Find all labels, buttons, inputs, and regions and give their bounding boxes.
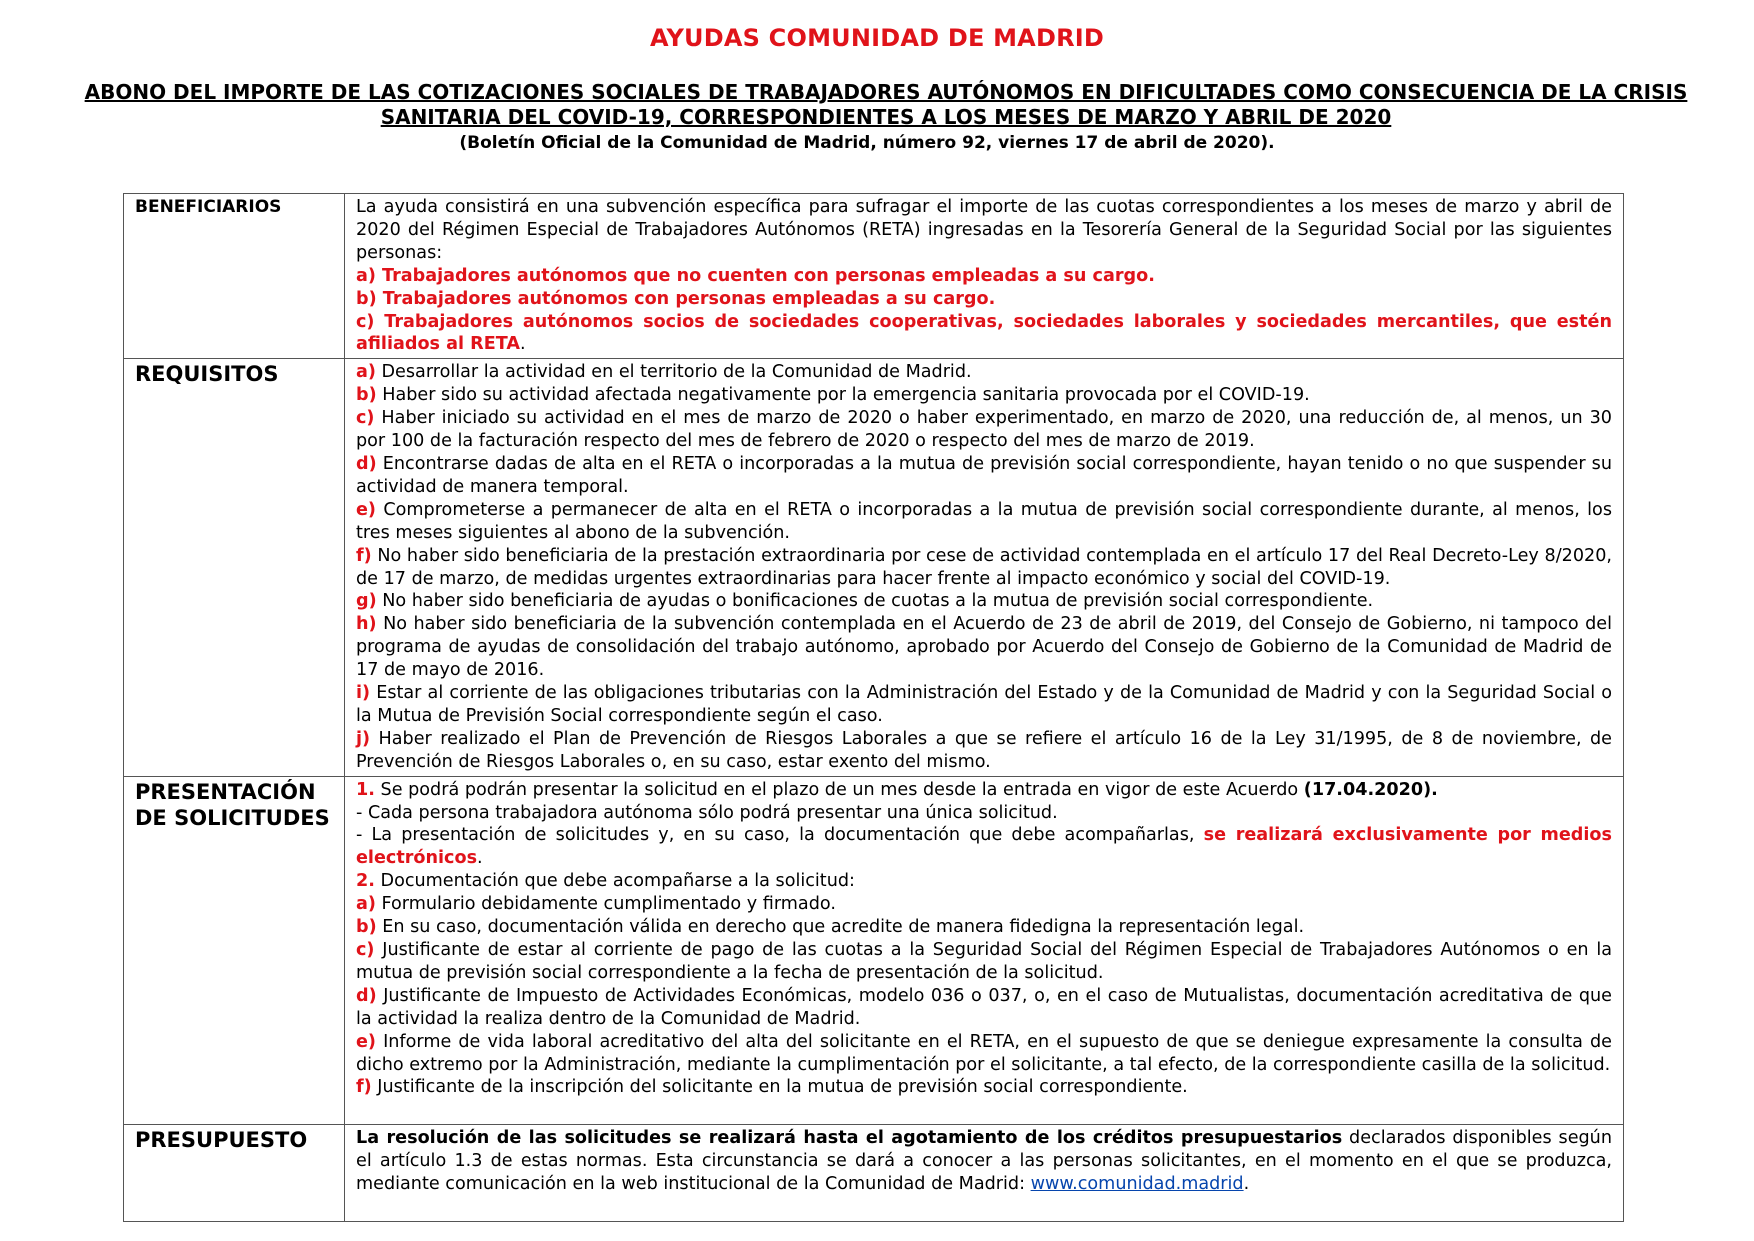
spacer — [356, 1099, 1612, 1122]
requisito-text: No haber sido beneficiaria de la prestación extraordinaria por cese de actividad contemplada en el artículo 17 del Real Decreto-Ley 8/2020, de 17 de marzo, de medidas urgentes extraordinarias para hacer frente al impacto económico y social del COVID-19. — [356, 545, 1612, 589]
label-requisitos: REQUISITOS — [124, 359, 345, 776]
label-beneficiarios: BENEFICIARIOS — [124, 194, 345, 359]
documentacion-letter: b) — [356, 917, 377, 938]
requisito-item — [356, 728, 1612, 774]
requisito-text: Encontrarse dadas de alta en el RETA o incorporadas a la mutua de previsión social correspondiente, hayan tenido o no que suspender su actividad de manera temporal. — [356, 453, 1612, 497]
requisito-text: Haber iniciado su actividad en el mes de marzo de 2020 o haber experimentado, en marzo de 2020, una reducción de, al menos, un 30 por 100 de la facturación respecto del mes de febrero de 2020 o respecto del mes de marzo de 2019. — [356, 408, 1612, 452]
documentacion-item — [356, 939, 1612, 985]
beneficiarios-intro: La ayuda consistirá en una subvención específica para sufragar el importe de las cuotas correspondientes a los meses de marzo y abril de 2020 del Régimen Especial de Trabajadores Autónomos (RETA) ingresadas en la Tesorería General de la Seguridad Social por las siguientes personas: — [356, 197, 1612, 263]
requisito-text: Desarrollar la actividad en el territorio de la Comunidad de Madrid. — [375, 362, 972, 383]
documentacion-item — [356, 916, 1612, 939]
documentacion-item — [356, 985, 1612, 1031]
documentacion-letter: f) — [356, 1077, 372, 1098]
requisito-item — [356, 613, 1612, 682]
requisito-text: No haber sido beneficiaria de la subvención contemplada en el Acuerdo de 23 de abril de 2019, del Consejo de Gobierno, ni tampoco del programa de ayudas de consolidación del trabajo autónomo, aprobado por Acuerdo del Consejo de Gobierno de la Comunidad de Madrid de 17 de mayo de 2016. — [356, 614, 1612, 681]
documentacion-item — [356, 1076, 1612, 1099]
presentacion-point-2 — [356, 870, 1612, 893]
boletin-reference: (Boletín Oficial de la Comunidad de Madrid, número 92, viernes 17 de abril de 2020). — [459, 133, 1275, 153]
presupuesto-paragraph — [356, 1127, 1612, 1196]
requisito-letter: c) — [356, 408, 375, 429]
requisito-letter: d) — [356, 453, 377, 474]
row-requisitos — [124, 359, 1624, 776]
documentacion-text: Informe de vida laboral acreditativo del alta del solicitante en el RETA, en el supuesto de que se deniegue expresamente la consulta de dicho extremo por la Administración, mediante la cumplimentación por el solicitante, a tal efecto, de la correspondiente casilla de la solicitud. — [356, 1031, 1612, 1075]
beneficiarios-item-c-end: . — [519, 334, 526, 355]
requisito-letter: g) — [356, 591, 377, 612]
requisito-letter: i) — [356, 683, 371, 704]
requisito-item — [356, 590, 1612, 613]
content-beneficiarios — [345, 194, 1624, 359]
beneficiarios-item-b: b) Trabajadores autónomos con personas empleadas a su cargo. — [356, 288, 996, 309]
documentacion-letter: c) — [356, 940, 375, 960]
point-text: Se podrá podrán presentar la solicitud en el plazo de un mes desde la entrada en vigor de este Acuerdo — [374, 779, 1304, 800]
subtitle-line-1: ABONO DEL IMPORTE DE LAS COTIZACIONES SOCIALES DE TRABAJADORES AUTÓNOMOS EN DIFICULTADES COMO CONSECUENCIA DE LA CRISIS — [84, 80, 1688, 104]
requisito-text: Haber realizado el Plan de Prevención de Riesgos Laborales a que se refiere el artículo 16 de la Ley 31/1995, de 8 de noviembre, de Prevención de Riesgos Laborales o, en su caso, estar exento del mismo. — [356, 728, 1612, 772]
documentacion-text: Formulario debidamente cumplimentado y firmado. — [375, 894, 836, 915]
beneficiarios-item-c — [356, 311, 1612, 357]
row-beneficiarios — [124, 194, 1624, 359]
content-presentacion — [345, 776, 1624, 1125]
point-text: Documentación que debe acompañarse a la solicitud: — [374, 871, 855, 892]
page-subtitle — [20, 80, 1752, 130]
presentacion-point-1 — [356, 779, 1612, 802]
presupuesto-text: declarados disponibles según el artículo 1.3 de estas normas. Esta circunstancia se dará a conocer a las personas solicitantes, en el momento en el que se produzca, mediante comunicación en la web institucional de la Comunidad de Madrid: — [356, 1128, 1612, 1195]
point-number: 2. — [356, 871, 375, 892]
dash-2-end: . — [477, 848, 483, 869]
requisito-letter: j) — [356, 728, 371, 749]
documentacion-letter: d) — [356, 985, 377, 1006]
documentacion-letter: a) — [356, 894, 376, 915]
documentacion-text: Justificante de Impuesto de Actividades Económicas, modelo 036 o 037, o, en el caso de Mutualistas, documentación acreditativa de que la actividad la realiza dentro de la Comunidad de Madrid. — [356, 985, 1612, 1029]
requisito-item — [356, 361, 1612, 384]
presupuesto-bold: La resolución de las solicitudes se realizará hasta el agotamiento de los créditos presupuestarios — [356, 1128, 1343, 1149]
label-presentacion-line-2: DE SOLICITUDES — [135, 805, 330, 830]
ayudas-table — [123, 193, 1624, 1222]
requisito-item — [356, 682, 1612, 728]
label-presentacion — [124, 776, 345, 1125]
requisito-item — [356, 545, 1612, 591]
requisito-letter: b) — [356, 385, 377, 406]
subtitle-line-2: SANITARIA DEL COVID-19, CORRESPONDIENTES A LOS MESES DE MARZO Y ABRIL DE 2020 — [380, 105, 1392, 129]
requisito-letter: f) — [356, 545, 372, 566]
point-date: (17.04.2020). — [1303, 779, 1438, 800]
dash-2-text: - La presentación de solicitudes y, en su caso, la documentación que debe acompañarlas, — [356, 825, 1204, 846]
page-title: AYUDAS COMUNIDAD DE MADRID — [649, 24, 1105, 52]
requisito-letter: a) — [356, 362, 376, 383]
row-presentacion — [124, 776, 1624, 1125]
point-number: 1. — [356, 779, 375, 800]
presentacion-dash-1: - Cada persona trabajadora autónoma sólo podrá presentar una única solicitud. — [356, 802, 1058, 823]
documentacion-letter: e) — [356, 1031, 376, 1052]
documentacion-item — [356, 893, 1612, 916]
requisito-text: No haber sido beneficiaria de ayudas o bonificaciones de cuotas a la mutua de previsión social correspondiente. — [376, 591, 1374, 612]
requisito-text: Comprometerse a permanecer de alta en el RETA o incorporadas a la mutua de previsión social correspondiente durante, al menos, los tres meses siguientes al abono de la subvención. — [356, 499, 1612, 543]
requisito-text: Estar al corriente de las obligaciones tributarias con la Administración del Estado y de la Comunidad de Madrid y con la Seguridad Social o la Mutua de Previsión Social correspondiente según el caso. — [356, 683, 1612, 726]
requisito-item — [356, 407, 1612, 453]
requisito-letter: e) — [356, 499, 376, 520]
label-presupuesto: PRESUPUESTO — [124, 1125, 345, 1222]
requisito-item — [356, 453, 1612, 499]
requisito-item — [356, 384, 1612, 407]
presupuesto-end: . — [1243, 1174, 1250, 1195]
requisito-letter: h) — [356, 614, 377, 635]
documentacion-item — [356, 1031, 1612, 1077]
presentacion-dash-2 — [356, 824, 1612, 870]
documentacion-text: Justificante de la inscripción del solicitante en la mutua de previsión social correspondiente. — [371, 1077, 1188, 1098]
beneficiarios-item-c-text: c) Trabajadores autónomos socios de sociedades cooperativas, sociedades laborales y sociedades mercantiles, que estén afiliados al RETA — [356, 311, 1612, 355]
content-presupuesto — [345, 1125, 1624, 1222]
spacer — [356, 1196, 1612, 1219]
requisito-item — [356, 499, 1612, 545]
dash-2-red: se realizará exclusivamente por medios electrónicos — [356, 825, 1612, 869]
content-requisitos — [345, 359, 1624, 776]
comunidad-madrid-link[interactable]: www.comunidad.madrid — [1030, 1174, 1244, 1195]
beneficiarios-item-a: a) Trabajadores autónomos que no cuenten con personas empleadas a su cargo. — [356, 265, 1155, 286]
label-presentacion-line-1: PRESENTACIÓN — [135, 779, 316, 804]
documentacion-text: En su caso, documentación válida en derecho que acredite de manera fidedigna la representación legal. — [376, 917, 1305, 938]
row-presupuesto — [124, 1125, 1624, 1222]
requisito-text: Haber sido su actividad afectada negativamente por la emergencia sanitaria provocada por el COVID-19. — [376, 385, 1310, 406]
documentacion-text: Justificante de estar al corriente de pago de las cuotas a la Seguridad Social del Régimen Especial de Trabajadores Autónomos o en la mutua de previsión social correspondiente a la fecha de presentación de la solicitud. — [356, 940, 1612, 983]
